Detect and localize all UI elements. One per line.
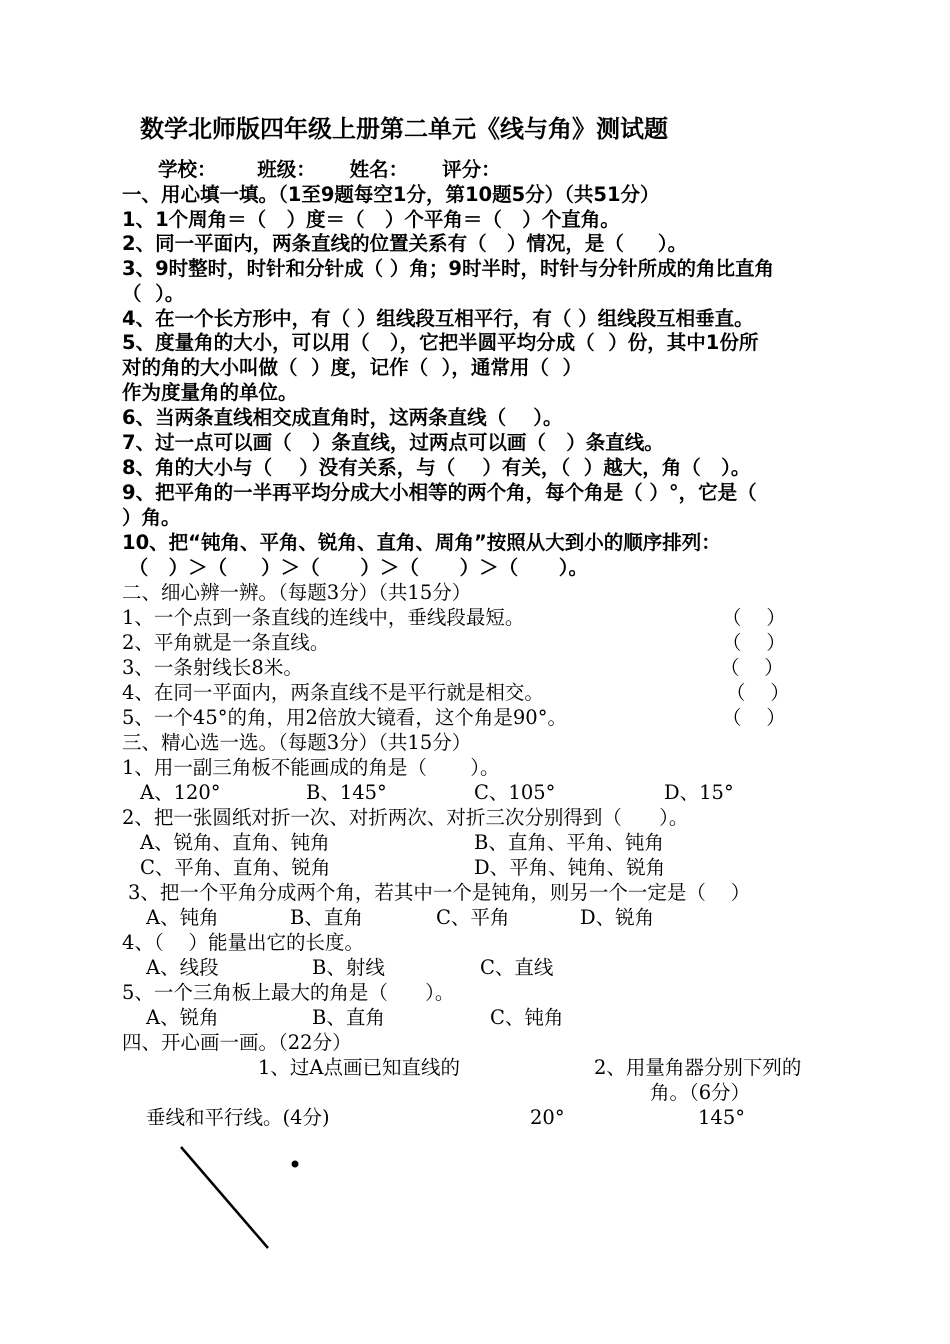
option-c: C、105° <box>474 781 556 804</box>
option-a: A、锐角 <box>146 1006 219 1029</box>
option-d: D、锐角 <box>580 906 655 929</box>
option-a: A、钝角 <box>146 906 219 929</box>
angle-label-145: 145° <box>698 1106 745 1129</box>
option-c: C、直线 <box>480 956 554 979</box>
judge-answer-box: （ ） <box>722 631 786 654</box>
section1-q3-line1: 3、9时整时，时针和分针成（ ）角；9时半时，时针与分针所成的角比直角 <box>122 257 774 280</box>
given-line <box>181 1147 268 1248</box>
judge-answer-box: （ ） <box>722 706 786 729</box>
option-c: C、平角、直角、锐角 <box>140 856 331 879</box>
option-c: C、钝角 <box>490 1006 564 1029</box>
section1-q5-line1: 5、度量角的大小，可以用（ ），它把半圆平均分成（ ）份，其中1份所 <box>122 331 759 354</box>
section4-heading: 四、开心画一画。（22分） <box>122 1031 352 1054</box>
option-b: B、直角、平角、钝角 <box>474 831 664 854</box>
section1-q6: 6、当两条直线相交成直角时，这两条直线（ ）。 <box>122 406 563 429</box>
page-title: 数学北师版四年级上册第二单元《线与角》测试题 <box>140 115 668 143</box>
section1-q9-line2: ）角。 <box>122 506 181 529</box>
section1-q5-line3: 作为度量角的单位。 <box>122 381 298 404</box>
option-b: B、145° <box>306 781 387 804</box>
section3-q1: 1、用一副三角板不能画成的角是（ ）。 <box>122 756 500 779</box>
section3-q3: 3、把一个平角分成两个角，若其中一个是钝角，则另一个一定是（ ） <box>128 881 751 904</box>
section3-q2: 2、把一张圆纸对折一次、对折两次、对折三次分别得到（ ）。 <box>122 806 689 829</box>
section1-q7: 7、过一点可以画（ ）条直线，过两点可以画（ ）条直线。 <box>122 431 664 454</box>
option-b: B、直角 <box>312 1006 385 1029</box>
option-d: D、15° <box>664 781 734 804</box>
draw-task1-line1: 1、过A点画已知直线的 <box>258 1056 460 1079</box>
point-a <box>292 1161 299 1168</box>
judge-item: 5、一个45°的角，用2倍放大镜看，这个角是90°。 <box>122 706 567 729</box>
section1-q9-line1: 9、把平角的一半再平均分成大小相等的两个角，每个角是（ ）°，它是（ <box>122 481 757 504</box>
option-d: D、平角、钝角、锐角 <box>474 856 666 879</box>
option-a: A、线段 <box>146 956 219 979</box>
judge-answer-box: （ ） <box>726 681 790 704</box>
section1-heading: 一、用心填一填。（1至9题每空1分，第10题5分）（共51分） <box>122 183 660 206</box>
judge-answer-box: （ ） <box>720 656 784 679</box>
angle-label-20: 20° <box>530 1106 565 1129</box>
option-a: A、锐角、直角、钝角 <box>140 831 330 854</box>
section3-q4: 4、（ ）能量出它的长度。 <box>122 931 364 954</box>
judge-item: 4、在同一平面内，两条直线不是平行就是相交。 <box>122 681 544 704</box>
option-c: C、平角 <box>436 906 510 929</box>
draw-task2-line2: 角。（6分） <box>650 1081 751 1104</box>
option-b: B、直角 <box>290 906 363 929</box>
info-line: 学校： 班级： 姓名： 评分： <box>158 158 501 181</box>
section1-q8: 8、角的大小与（ ）没有关系，与（ ）有关，（ ）越大，角（ ）。 <box>122 456 751 479</box>
section1-q2: 2、同一平面内，两条直线的位置关系有（ ）情况，是（ ）。 <box>122 232 688 255</box>
section2-heading: 二、细心辨一辨。（每题3分）（共15分） <box>122 581 472 604</box>
section3-q5: 5、一个三角板上最大的角是（ ）。 <box>122 981 455 1004</box>
section1-q5-line2: 对的角的大小叫做（ ）度，记作（ ），通常用（ ） <box>122 356 582 379</box>
section1-q4: 4、在一个长方形中，有（ ）组线段互相平行，有（ ）组线段互相垂直。 <box>122 307 754 330</box>
judge-answer-box: （ ） <box>722 606 786 629</box>
draw-task2-line1: 2、用量角器分别下列的 <box>594 1056 802 1079</box>
option-b: B、射线 <box>312 956 385 979</box>
section1-q3-line2: （ ）。 <box>122 282 185 305</box>
section3-heading: 三、精心选一选。（每题3分）（共15分） <box>122 731 472 754</box>
judge-item: 1、一个点到一条直线的连线中，垂线段最短。 <box>122 606 525 629</box>
draw-task1-line2: 垂线和平行线。(4分) <box>146 1106 330 1129</box>
section1-q1: 1、1个周角＝（ ）度＝（ ）个平角＝（ ）个直角。 <box>122 208 620 231</box>
judge-item: 3、一条射线长8米。 <box>122 656 303 679</box>
judge-item: 2、平角就是一条直线。 <box>122 631 330 654</box>
section1-q10-line2: （ ）＞（ ）＞（ ）＞（ ）＞（ ）。 <box>122 556 589 579</box>
option-a: A、120° <box>140 781 221 804</box>
section1-q10-line1: 10、把“钝角、平角、锐角、直角、周角”按照从大到小的顺序排列： <box>122 531 721 554</box>
